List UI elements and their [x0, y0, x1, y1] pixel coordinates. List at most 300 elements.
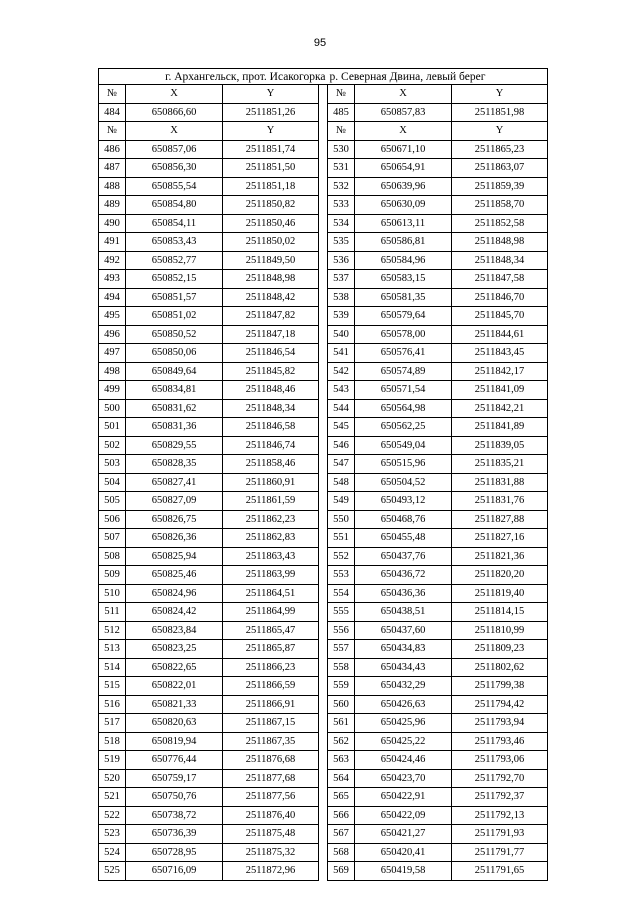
y-coordinate: 2511851,98: [452, 103, 548, 122]
table-row: [99, 584, 548, 603]
table-row: [99, 529, 548, 548]
x-coordinate: 650824,96: [126, 584, 223, 603]
y-coordinate: 2511792,37: [452, 788, 548, 807]
table-row: [99, 418, 548, 437]
y-coordinate: 2511791,93: [452, 825, 548, 844]
y-coordinate: 2511859,39: [452, 177, 548, 196]
header-y-right: Y: [452, 122, 548, 141]
y-coordinate: 2511847,82: [223, 307, 319, 326]
x-coordinate: 650504,52: [355, 473, 452, 492]
x-coordinate: 650434,43: [355, 658, 452, 677]
y-coordinate: 2511845,70: [452, 307, 548, 326]
y-coordinate: 2511851,26: [223, 103, 319, 122]
point-number: 556: [328, 621, 355, 640]
y-coordinate: 2511791,77: [452, 843, 548, 862]
x-coordinate: 650850,06: [126, 344, 223, 363]
column-gap: [319, 103, 328, 122]
y-coordinate: 2511866,23: [223, 658, 319, 677]
y-coordinate: 2511876,40: [223, 806, 319, 825]
x-coordinate: 650493,12: [355, 492, 452, 511]
y-coordinate: 2511831,76: [452, 492, 548, 511]
column-gap: [319, 492, 328, 511]
point-number: 542: [328, 362, 355, 381]
point-number: 523: [99, 825, 126, 844]
y-coordinate: 2511851,18: [223, 177, 319, 196]
x-coordinate: 650549,04: [355, 436, 452, 455]
y-coordinate: 2511850,02: [223, 233, 319, 252]
point-number: 561: [328, 714, 355, 733]
y-coordinate: 2511842,17: [452, 362, 548, 381]
header-x-left: X: [126, 85, 223, 104]
point-number: 537: [328, 270, 355, 289]
y-coordinate: 2511844,61: [452, 325, 548, 344]
x-coordinate: 650822,01: [126, 677, 223, 696]
y-coordinate: 2511845,82: [223, 362, 319, 381]
point-number: 498: [99, 362, 126, 381]
point-number: 530: [328, 140, 355, 159]
point-number: 485: [328, 103, 355, 122]
y-coordinate: 2511814,15: [452, 603, 548, 622]
table-row: [99, 566, 548, 585]
point-number: 524: [99, 843, 126, 862]
point-number: 560: [328, 695, 355, 714]
x-coordinate: 650854,11: [126, 214, 223, 233]
point-number: 536: [328, 251, 355, 270]
header-num-right: №: [328, 122, 355, 141]
y-coordinate: 2511860,91: [223, 473, 319, 492]
header-num-right: №: [328, 85, 355, 104]
column-gap: [319, 288, 328, 307]
x-coordinate: 650851,02: [126, 307, 223, 326]
y-coordinate: 2511849,50: [223, 251, 319, 270]
table-row: [99, 399, 548, 418]
table-row: [99, 177, 548, 196]
point-number: 557: [328, 640, 355, 659]
x-coordinate: 650426,63: [355, 695, 452, 714]
y-coordinate: 2511864,51: [223, 584, 319, 603]
table-row: [99, 473, 548, 492]
point-number: 545: [328, 418, 355, 437]
column-gap: [319, 584, 328, 603]
point-number: 539: [328, 307, 355, 326]
point-number: 501: [99, 418, 126, 437]
y-coordinate: 2511846,58: [223, 418, 319, 437]
point-number: 489: [99, 196, 126, 215]
column-gap: [319, 455, 328, 474]
header-x-right: X: [355, 122, 452, 141]
point-number: 513: [99, 640, 126, 659]
x-coordinate: 650831,62: [126, 399, 223, 418]
y-coordinate: 2511863,43: [223, 547, 319, 566]
x-coordinate: 650852,15: [126, 270, 223, 289]
x-coordinate: 650630,09: [355, 196, 452, 215]
point-number: 535: [328, 233, 355, 252]
table-row: [99, 510, 548, 529]
x-coordinate: 650852,77: [126, 251, 223, 270]
x-coordinate: 650581,35: [355, 288, 452, 307]
y-coordinate: 2511862,83: [223, 529, 319, 548]
title-left: г. Архангельск, прот. Исакогорка: [99, 69, 328, 85]
column-gap: [319, 399, 328, 418]
table-row: [99, 233, 548, 252]
table-row: [99, 270, 548, 289]
column-gap: [319, 473, 328, 492]
column-gap: [319, 862, 328, 881]
x-coordinate: 650823,84: [126, 621, 223, 640]
y-coordinate: 2511867,35: [223, 732, 319, 751]
y-coordinate: 2511810,99: [452, 621, 548, 640]
point-number: 543: [328, 381, 355, 400]
column-gap: [319, 140, 328, 159]
x-coordinate: 650584,96: [355, 251, 452, 270]
y-coordinate: 2511864,99: [223, 603, 319, 622]
point-number: 558: [328, 658, 355, 677]
table-row: [99, 307, 548, 326]
table-row: [99, 677, 548, 696]
y-coordinate: 2511858,46: [223, 455, 319, 474]
y-coordinate: 2511847,18: [223, 325, 319, 344]
x-coordinate: 650866,60: [126, 103, 223, 122]
point-number: 497: [99, 344, 126, 363]
x-coordinate: 650583,15: [355, 270, 452, 289]
point-number: 518: [99, 732, 126, 751]
y-coordinate: 2511842,21: [452, 399, 548, 418]
header-num-left: №: [99, 85, 126, 104]
y-coordinate: 2511827,88: [452, 510, 548, 529]
point-number: 538: [328, 288, 355, 307]
column-gap: [319, 159, 328, 178]
x-coordinate: 650825,46: [126, 566, 223, 585]
column-gap: [319, 658, 328, 677]
point-number: 519: [99, 751, 126, 770]
y-coordinate: 2511839,05: [452, 436, 548, 455]
table-row: [99, 196, 548, 215]
table-row: [99, 788, 548, 807]
point-number: 505: [99, 492, 126, 511]
point-number: 509: [99, 566, 126, 585]
y-coordinate: 2511877,56: [223, 788, 319, 807]
x-coordinate: 650654,91: [355, 159, 452, 178]
y-coordinate: 2511875,48: [223, 825, 319, 844]
y-coordinate: 2511847,58: [452, 270, 548, 289]
point-number: 533: [328, 196, 355, 215]
point-number: 499: [99, 381, 126, 400]
x-coordinate: 650437,60: [355, 621, 452, 640]
table-row: [99, 381, 548, 400]
x-coordinate: 650826,36: [126, 529, 223, 548]
x-coordinate: 650425,22: [355, 732, 452, 751]
point-number: 568: [328, 843, 355, 862]
x-coordinate: 650571,54: [355, 381, 452, 400]
point-number: 488: [99, 177, 126, 196]
y-coordinate: 2511848,34: [452, 251, 548, 270]
point-number: 569: [328, 862, 355, 881]
header-row: [99, 122, 548, 141]
column-gap: [319, 510, 328, 529]
column-gap: [319, 806, 328, 825]
y-coordinate: 2511863,07: [452, 159, 548, 178]
y-coordinate: 2511835,21: [452, 455, 548, 474]
point-number: 496: [99, 325, 126, 344]
point-number: 492: [99, 251, 126, 270]
point-number: 546: [328, 436, 355, 455]
point-number: 540: [328, 325, 355, 344]
y-coordinate: 2511848,42: [223, 288, 319, 307]
y-coordinate: 2511846,74: [223, 436, 319, 455]
x-coordinate: 650820,63: [126, 714, 223, 733]
point-number: 516: [99, 695, 126, 714]
x-coordinate: 650827,09: [126, 492, 223, 511]
column-gap: [319, 214, 328, 233]
point-number: 487: [99, 159, 126, 178]
column-gap: [319, 677, 328, 696]
x-coordinate: 650424,46: [355, 751, 452, 770]
point-number: 502: [99, 436, 126, 455]
table-row: [99, 251, 548, 270]
column-gap: [319, 196, 328, 215]
x-coordinate: 650564,98: [355, 399, 452, 418]
table-row: [99, 603, 548, 622]
column-gap: [319, 788, 328, 807]
point-number: 549: [328, 492, 355, 511]
table-row: [99, 714, 548, 733]
y-coordinate: 2511799,38: [452, 677, 548, 696]
table-row: [99, 843, 548, 862]
point-number: 541: [328, 344, 355, 363]
x-coordinate: 650419,58: [355, 862, 452, 881]
y-coordinate: 2511851,50: [223, 159, 319, 178]
x-coordinate: 650586,81: [355, 233, 452, 252]
x-coordinate: 650716,09: [126, 862, 223, 881]
column-gap: [319, 381, 328, 400]
x-coordinate: 650671,10: [355, 140, 452, 159]
y-coordinate: 2511866,91: [223, 695, 319, 714]
point-number: 486: [99, 140, 126, 159]
x-coordinate: 650825,94: [126, 547, 223, 566]
point-number: 514: [99, 658, 126, 677]
x-coordinate: 650425,96: [355, 714, 452, 733]
column-gap: [319, 547, 328, 566]
x-coordinate: 650432,29: [355, 677, 452, 696]
column-gap: [319, 714, 328, 733]
y-coordinate: 2511791,65: [452, 862, 548, 881]
y-coordinate: 2511875,32: [223, 843, 319, 862]
x-coordinate: 650759,17: [126, 769, 223, 788]
point-number: 506: [99, 510, 126, 529]
x-coordinate: 650831,36: [126, 418, 223, 437]
point-number: 525: [99, 862, 126, 881]
column-gap: [319, 307, 328, 326]
x-coordinate: 650822,65: [126, 658, 223, 677]
header-x-left: X: [126, 122, 223, 141]
y-coordinate: 2511848,46: [223, 381, 319, 400]
table-row: [99, 862, 548, 881]
table-row: [99, 492, 548, 511]
y-coordinate: 2511794,42: [452, 695, 548, 714]
x-coordinate: 650850,52: [126, 325, 223, 344]
column-gap: [319, 418, 328, 437]
table-row: [99, 806, 548, 825]
y-coordinate: 2511872,96: [223, 862, 319, 881]
point-number: 532: [328, 177, 355, 196]
y-coordinate: 2511843,45: [452, 344, 548, 363]
x-coordinate: 650423,70: [355, 769, 452, 788]
x-coordinate: 650824,42: [126, 603, 223, 622]
x-coordinate: 650574,89: [355, 362, 452, 381]
y-coordinate: 2511792,70: [452, 769, 548, 788]
column-gap: [319, 695, 328, 714]
table-row: [99, 362, 548, 381]
y-coordinate: 2511841,09: [452, 381, 548, 400]
y-coordinate: 2511850,46: [223, 214, 319, 233]
point-number: 554: [328, 584, 355, 603]
y-coordinate: 2511877,68: [223, 769, 319, 788]
table-row: [99, 825, 548, 844]
table-row: [99, 640, 548, 659]
point-number: 512: [99, 621, 126, 640]
y-coordinate: 2511820,20: [452, 566, 548, 585]
table-row: [99, 325, 548, 344]
point-number: 547: [328, 455, 355, 474]
x-coordinate: 650851,57: [126, 288, 223, 307]
table-row: [99, 695, 548, 714]
y-coordinate: 2511846,70: [452, 288, 548, 307]
x-coordinate: 650436,36: [355, 584, 452, 603]
header-num-left: №: [99, 122, 126, 141]
column-gap: [319, 122, 328, 141]
x-coordinate: 650515,96: [355, 455, 452, 474]
point-number: 562: [328, 732, 355, 751]
header-y-left: Y: [223, 122, 319, 141]
y-coordinate: 2511865,23: [452, 140, 548, 159]
coordinates-table: [98, 68, 548, 881]
table-row: [99, 732, 548, 751]
point-number: 548: [328, 473, 355, 492]
x-coordinate: 650857,06: [126, 140, 223, 159]
x-coordinate: 650834,81: [126, 381, 223, 400]
page-number: 95: [313, 37, 327, 49]
table-row: [99, 103, 548, 122]
column-gap: [319, 251, 328, 270]
x-coordinate: 650613,11: [355, 214, 452, 233]
x-coordinate: 650576,41: [355, 344, 452, 363]
y-coordinate: 2511863,99: [223, 566, 319, 585]
point-number: 510: [99, 584, 126, 603]
table-row: [99, 621, 548, 640]
x-coordinate: 650455,48: [355, 529, 452, 548]
y-coordinate: 2511850,82: [223, 196, 319, 215]
x-coordinate: 650437,76: [355, 547, 452, 566]
title-right: р. Северная Двина, левый берег: [328, 69, 548, 85]
x-coordinate: 650821,33: [126, 695, 223, 714]
table-row: [99, 140, 548, 159]
x-coordinate: 650578,00: [355, 325, 452, 344]
column-gap: [319, 769, 328, 788]
x-coordinate: 650819,94: [126, 732, 223, 751]
x-coordinate: 650468,76: [355, 510, 452, 529]
x-coordinate: 650829,55: [126, 436, 223, 455]
column-gap: [319, 732, 328, 751]
column-gap: [319, 270, 328, 289]
y-coordinate: 2511851,74: [223, 140, 319, 159]
y-coordinate: 2511809,23: [452, 640, 548, 659]
point-number: 490: [99, 214, 126, 233]
table-row: [99, 436, 548, 455]
point-number: 517: [99, 714, 126, 733]
column-gap: [319, 843, 328, 862]
column-gap: [319, 362, 328, 381]
table-row: [99, 751, 548, 770]
x-coordinate: 650857,83: [355, 103, 452, 122]
x-coordinate: 650750,76: [126, 788, 223, 807]
y-coordinate: 2511802,62: [452, 658, 548, 677]
column-gap: [319, 177, 328, 196]
point-number: 567: [328, 825, 355, 844]
point-number: 544: [328, 399, 355, 418]
table-row: [99, 547, 548, 566]
point-number: 507: [99, 529, 126, 548]
point-number: 495: [99, 307, 126, 326]
header-y-right: Y: [452, 85, 548, 104]
table-row: [99, 214, 548, 233]
column-gap: [319, 344, 328, 363]
point-number: 531: [328, 159, 355, 178]
y-coordinate: 2511866,59: [223, 677, 319, 696]
point-number: 555: [328, 603, 355, 622]
column-gap: [319, 233, 328, 252]
y-coordinate: 2511827,16: [452, 529, 548, 548]
y-coordinate: 2511793,06: [452, 751, 548, 770]
table-row: [99, 288, 548, 307]
column-gap: [319, 640, 328, 659]
x-coordinate: 650438,51: [355, 603, 452, 622]
point-number: 520: [99, 769, 126, 788]
header-y-left: Y: [223, 85, 319, 104]
x-coordinate: 650579,64: [355, 307, 452, 326]
x-coordinate: 650436,72: [355, 566, 452, 585]
point-number: 484: [99, 103, 126, 122]
y-coordinate: 2511793,94: [452, 714, 548, 733]
y-coordinate: 2511821,36: [452, 547, 548, 566]
x-coordinate: 650421,27: [355, 825, 452, 844]
y-coordinate: 2511865,47: [223, 621, 319, 640]
point-number: 534: [328, 214, 355, 233]
x-coordinate: 650827,41: [126, 473, 223, 492]
x-coordinate: 650562,25: [355, 418, 452, 437]
point-number: 552: [328, 547, 355, 566]
y-coordinate: 2511865,87: [223, 640, 319, 659]
point-number: 515: [99, 677, 126, 696]
y-coordinate: 2511831,88: [452, 473, 548, 492]
column-gap: [319, 436, 328, 455]
point-number: 521: [99, 788, 126, 807]
y-coordinate: 2511846,54: [223, 344, 319, 363]
y-coordinate: 2511867,15: [223, 714, 319, 733]
x-coordinate: 650420,41: [355, 843, 452, 862]
column-gap: [319, 85, 328, 104]
x-coordinate: 650422,09: [355, 806, 452, 825]
point-number: 565: [328, 788, 355, 807]
point-number: 508: [99, 547, 126, 566]
point-number: 493: [99, 270, 126, 289]
y-coordinate: 2511841,89: [452, 418, 548, 437]
x-coordinate: 650826,75: [126, 510, 223, 529]
y-coordinate: 2511862,23: [223, 510, 319, 529]
y-coordinate: 2511876,68: [223, 751, 319, 770]
table-row: [99, 455, 548, 474]
x-coordinate: 650828,35: [126, 455, 223, 474]
point-number: 559: [328, 677, 355, 696]
